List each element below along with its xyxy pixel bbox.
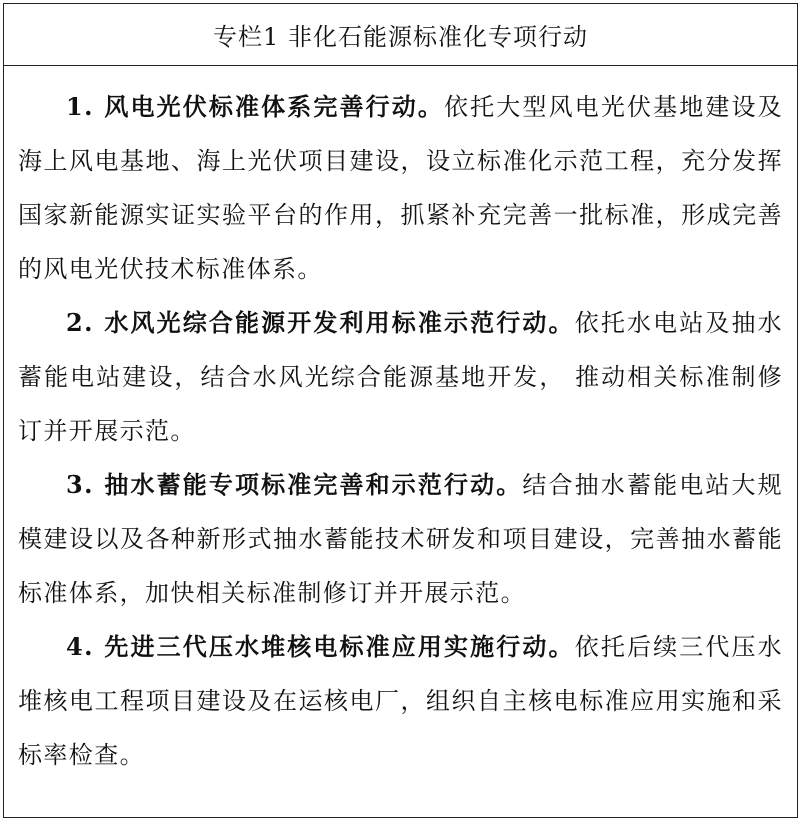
action-body-3: 结合抽水蓄能电站大规模建设以及各种新形式抽水蓄能技术研发和项目建设，完善抽水蓄能标准体系，加快相关标准制修订并开展示范。 (18, 471, 783, 607)
box-content (4, 66, 797, 782)
action-item-1 (18, 80, 783, 296)
action-heading-2: 2. 水风光综合能源开发利用标准示范行动。 (66, 308, 575, 337)
action-item-3 (18, 458, 783, 620)
box-title: 专栏1 非化石能源标准化专项行动 (4, 4, 797, 66)
special-column-box (3, 3, 798, 818)
action-body-2: 依托水电站及抽水蓄能电站建设，结合水风光综合能源基地开发， 推动相关标准制修订并开展示范。 (18, 309, 783, 445)
action-heading-3: 3. 抽水蓄能专项标准完善和示范行动。 (66, 470, 523, 499)
action-body-4: 依托后续三代压水堆核电工程项目建设及在运核电厂，组织自主核电标准应用实施和采标率检查。 (18, 633, 783, 769)
action-body-1: 依托大型风电光伏基地建设及海上风电基地、海上光伏项目建设，设立标准化示范工程，充分发挥国家新能源实证实验平台的作用，抓紧补充完善一批标准，形成完善的风电光伏技术标准体系。 (18, 93, 784, 283)
action-heading-1: 1. 风电光伏标准体系完善行动。 (66, 92, 445, 121)
action-item-2 (18, 296, 783, 458)
action-item-4 (18, 620, 783, 782)
action-heading-4: 4. 先进三代压水堆核电标准应用实施行动。 (66, 632, 575, 661)
